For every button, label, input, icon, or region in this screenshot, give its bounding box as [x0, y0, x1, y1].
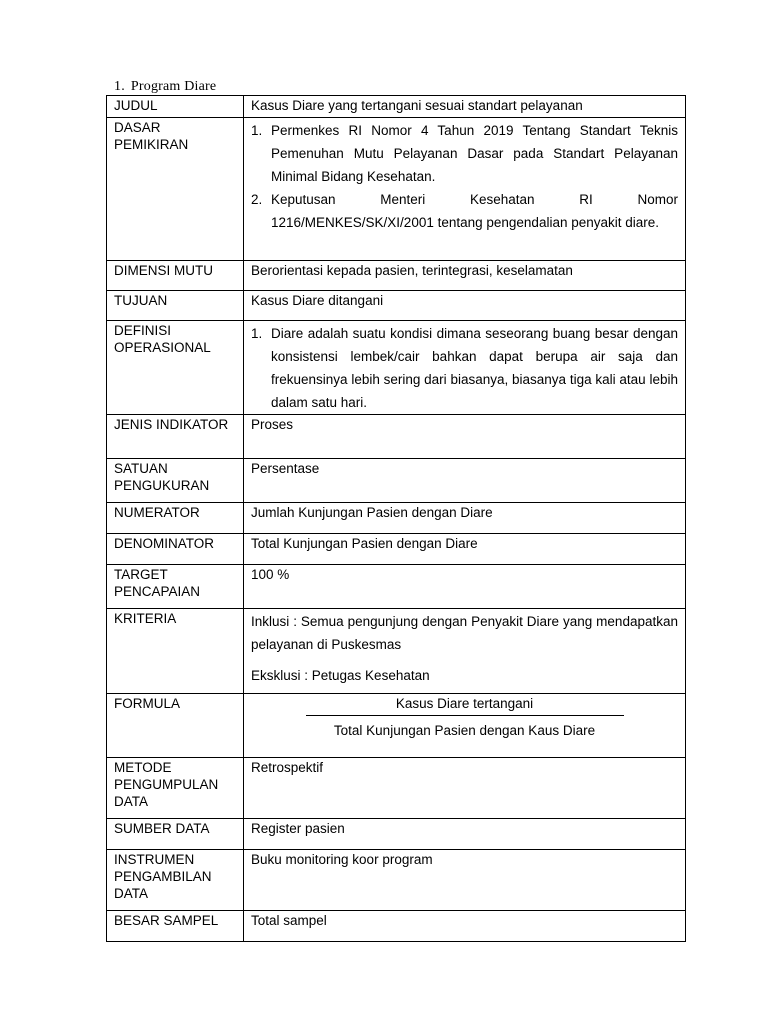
- list-number: 1.: [251, 123, 263, 138]
- value-target-pencapaian: 100 %: [244, 565, 686, 609]
- row-tujuan: [107, 291, 686, 321]
- label-dimensi-mutu: DIMENSI MUTU: [107, 261, 244, 291]
- value-dasar-pemikiran: [244, 118, 686, 261]
- label-instrumen-pengambilan-data: INSTRUMEN PENGAMBILAN DATA: [107, 850, 244, 911]
- label-tujuan: TUJUAN: [107, 291, 244, 321]
- value-denominator: Total Kunjungan Pasien dengan Diare: [244, 534, 686, 565]
- heading-number: 1.: [114, 79, 125, 94]
- label-kriteria: KRITERIA: [107, 609, 244, 694]
- kriteria-eksklusi: Eksklusi : Petugas Kesehatan: [251, 668, 430, 683]
- row-numerator: [107, 503, 686, 534]
- value-besar-sampel: Total sampel: [244, 911, 686, 942]
- label-denominator: DENOMINATOR: [107, 534, 244, 565]
- value-judul: Kasus Diare yang tertangani sesuai standart pelayanan: [244, 96, 686, 118]
- row-instrumen-pengambilan-data: [107, 850, 686, 911]
- value-definisi-operasional: [244, 321, 686, 415]
- label-besar-sampel: BESAR SAMPEL: [107, 911, 244, 942]
- indicator-table: [106, 95, 686, 942]
- row-target-pencapaian: [107, 565, 686, 609]
- value-satuan-pengukuran: Persentase: [244, 459, 686, 503]
- kriteria-inklusi: Inklusi : Semua pengunjung dengan Penyakit Diare yang mendapatkan pelayanan di Puskesmas: [251, 614, 678, 652]
- row-judul: [107, 96, 686, 118]
- formula-denominator: Total Kunjungan Pasien dengan Kaus Diare: [333, 723, 596, 738]
- label-dasar-pemikiran: DASAR PEMIKIRAN: [107, 118, 244, 261]
- list-item: [251, 119, 678, 188]
- definisi-list: [251, 322, 678, 414]
- value-dimensi-mutu: Berorientasi kepada pasien, terintegrasi, keselamatan: [244, 261, 686, 291]
- row-dasar-pemikiran: [107, 118, 686, 261]
- list-number: 1.: [251, 326, 263, 341]
- label-judul: JUDUL: [107, 96, 244, 118]
- heading-title: Program Diare: [130, 79, 217, 94]
- list-text: Diare adalah suatu kondisi dimana seseorang buang besar dengan konsistensi lembek/cair bahkan dapat berupa air saja dan frekuensinya lebih sering dari biasanya, biasanya tiga kali atau lebih dalam satu hari.: [271, 326, 678, 410]
- row-sumber-data: [107, 819, 686, 850]
- label-sumber-data: SUMBER DATA: [107, 819, 244, 850]
- list-text: Keputusan Menteri Kesehatan RI Nomor 1216/MENKES/SK/XI/2001 tentang pengendalian penyakit diare.: [271, 192, 678, 230]
- list-text: Permenkes RI Nomor 4 Tahun 2019 Tentang Standart Teknis Pemenuhan Mutu Pelayanan Dasar pada Standart Pelayanan Minimal Bidang Kesehatan.: [271, 123, 678, 184]
- row-dimensi-mutu: [107, 261, 686, 291]
- value-instrumen-pengambilan-data: Buku monitoring koor program: [244, 850, 686, 911]
- row-kriteria: [107, 609, 686, 694]
- row-metode-pengumpulan-data: [107, 758, 686, 819]
- value-numerator: Jumlah Kunjungan Pasien dengan Diare: [244, 503, 686, 534]
- row-formula: [107, 694, 686, 758]
- value-jenis-indikator: Proses: [244, 415, 686, 459]
- dasar-list: [251, 119, 678, 234]
- label-jenis-indikator: JENIS INDIKATOR: [107, 415, 244, 459]
- list-number: 2.: [251, 192, 263, 207]
- row-besar-sampel: [107, 911, 686, 942]
- row-jenis-indikator: [107, 415, 686, 459]
- label-target-pencapaian: TARGET PENCAPAIAN: [107, 565, 244, 609]
- list-item: [251, 188, 678, 234]
- value-formula: [244, 694, 686, 758]
- formula-numerator: Kasus Diare tertangani: [395, 696, 534, 711]
- label-definisi-operasional: DEFINISI OPERASIONAL: [107, 321, 244, 415]
- row-denominator: [107, 534, 686, 565]
- value-metode-pengumpulan-data: Retrospektif: [244, 758, 686, 819]
- label-satuan-pengukuran: SATUAN PENGUKURAN: [107, 459, 244, 503]
- row-satuan-pengukuran: [107, 459, 686, 503]
- value-kriteria: [244, 609, 686, 694]
- section-heading: [114, 79, 216, 95]
- list-item: [251, 322, 678, 414]
- label-formula: FORMULA: [107, 694, 244, 758]
- value-sumber-data: Register pasien: [244, 819, 686, 850]
- row-definisi-operasional: [107, 321, 686, 415]
- value-tujuan: Kasus Diare ditangani: [244, 291, 686, 321]
- label-numerator: NUMERATOR: [107, 503, 244, 534]
- label-metode-pengumpulan-data: METODE PENGUMPULAN DATA: [107, 758, 244, 819]
